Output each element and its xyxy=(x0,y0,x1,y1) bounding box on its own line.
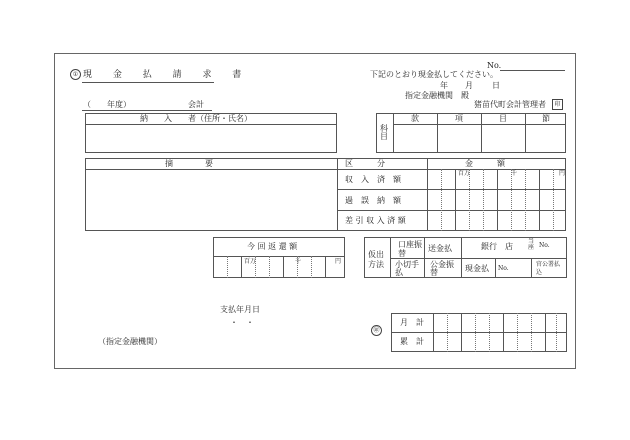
row-overpaid: 過 誤 納 額 xyxy=(345,196,401,205)
main-header-summary: 摘 要 xyxy=(165,159,213,168)
row-received: 収 入 済 額 xyxy=(345,175,401,184)
title-underline xyxy=(82,82,214,83)
page-title: 現 金 払 請 求 書 xyxy=(83,70,251,80)
cash-payment-label: 現金払 xyxy=(465,264,489,273)
subject-col-kou: 項 xyxy=(455,114,463,123)
main-header-line xyxy=(85,169,566,170)
transfer-label: 口座振替 xyxy=(398,240,422,258)
subject-box xyxy=(376,113,566,153)
number-label: No. xyxy=(487,61,502,70)
bank-branch-label: 銀行 店 xyxy=(481,242,513,251)
cumulative-total-label: 累 計 xyxy=(400,337,424,346)
main-header-amount: 金 額 xyxy=(465,159,505,168)
month-label: 月 xyxy=(465,81,473,90)
unit-million: 百万 xyxy=(458,170,471,177)
fiscal-year-label: （ 年度） xyxy=(83,100,131,109)
totals-marker-icon: ㊞ xyxy=(371,325,382,336)
account-label: 会計 xyxy=(188,100,204,109)
payer-header-line xyxy=(85,124,337,125)
refund-label: 今 回 返 還 額 xyxy=(247,242,298,251)
request-text: 下記のとおり現金払してください。 xyxy=(370,70,498,79)
payment-method-label: 仮出方法 xyxy=(368,250,384,269)
account-no-label: No. xyxy=(539,242,550,249)
payer-label: 納 入 者（住所・氏名） xyxy=(140,114,252,123)
year-label: 年 xyxy=(440,81,448,90)
day-label: 日 xyxy=(492,81,500,90)
payment-date-dots: ・ ・ xyxy=(230,318,254,327)
subject-side-label: 科目 xyxy=(380,124,388,141)
unit-yen: 円 xyxy=(559,170,566,177)
subject-col-setsu: 節 xyxy=(542,114,550,123)
row-net-received: 差 引 収 入 済 額 xyxy=(345,216,406,225)
honorific: 殿 xyxy=(461,91,469,100)
subject-header-line xyxy=(393,124,566,125)
public-transfer-label: 公金振替 xyxy=(430,260,454,277)
payment-date-label: 支払年月日 xyxy=(220,305,260,314)
refund-unit-yen: 円 xyxy=(335,258,342,265)
manager-label: 猪苗代町会計管理者 xyxy=(474,100,546,109)
check-payment-label: 小切手払 xyxy=(395,260,419,277)
current-account-label: 当座 xyxy=(528,238,535,251)
title-marker-icon: ① xyxy=(70,69,81,80)
number-underline xyxy=(500,70,565,71)
subject-col-kan: 款 xyxy=(411,114,419,123)
footer-bank-label: （指定金融機関） xyxy=(98,337,162,346)
fiscal-underline xyxy=(82,110,212,111)
refund-unit-million: 百万 xyxy=(244,258,257,265)
seal-icon: 印 xyxy=(552,99,563,110)
official-receipt-label: 官公署払込 xyxy=(536,261,561,276)
subject-divider xyxy=(393,113,394,153)
unit-thousand: 千 xyxy=(511,170,518,177)
refund-unit-thousand: 千 xyxy=(295,258,302,265)
subject-col-moku: 目 xyxy=(499,114,507,123)
designated-bank-label: 指定金融機関 xyxy=(405,91,453,100)
cash-no-label: No. xyxy=(498,265,509,272)
remittance-label: 送金払 xyxy=(428,244,452,253)
main-header-category: 区 分 xyxy=(345,159,385,168)
month-total-label: 月 計 xyxy=(400,318,424,327)
